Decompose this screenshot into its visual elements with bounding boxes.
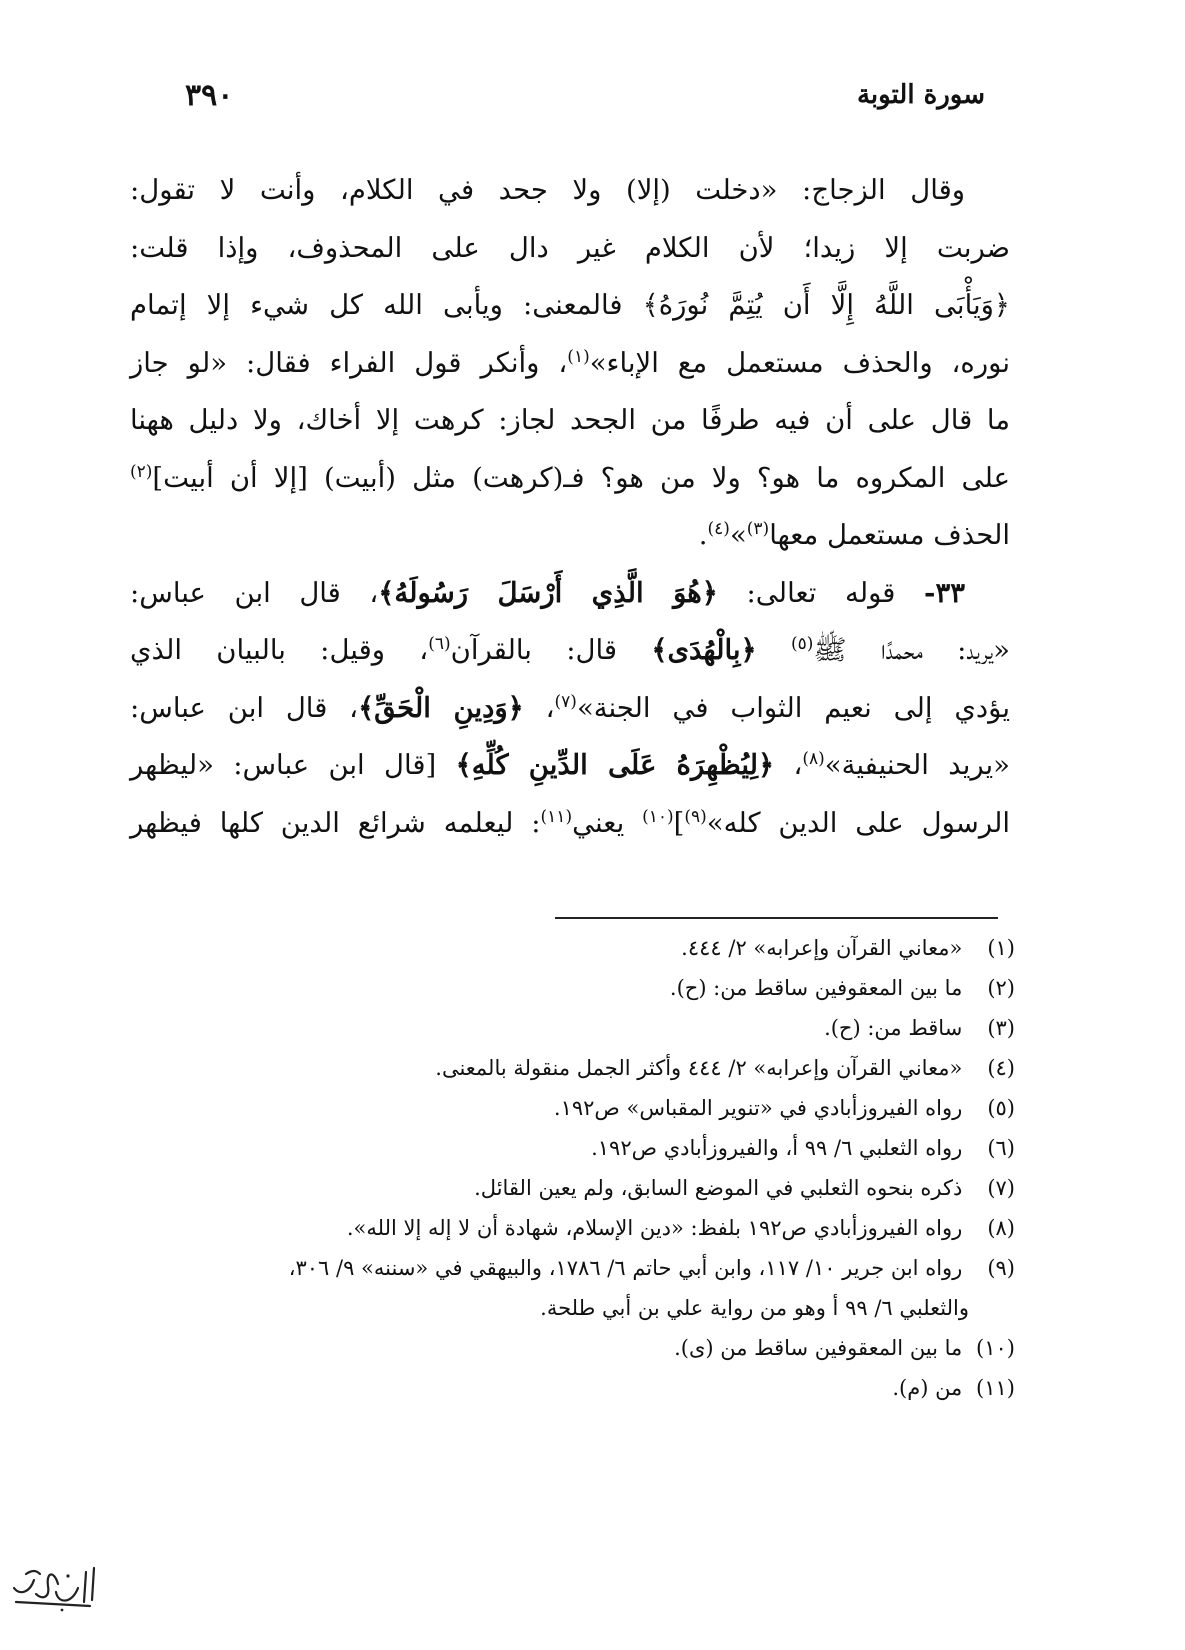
page-number: ٣٩٠ xyxy=(185,78,234,113)
footnote-item xyxy=(120,928,1015,968)
footnote-text: رواه الفيروزأبادي في «تنوير المقباس» ص١٩٢. xyxy=(553,1096,963,1120)
page-header xyxy=(185,78,985,118)
text-line: الرسول على الدين كله»$^{(٩)}$]$^{(١٠)}$ يعني$^{(١١)}$: ليعلمه شرائع الدين كلها فيظهر xyxy=(130,806,1011,839)
footnote-item xyxy=(120,1008,1015,1048)
text-line: ﴿وَيَأْبَى اللَّهُ إِلَّا أَن يُتِمَّ نُورَهُ﴾ فالمعنى: ويأبى الله كل شيء إلا إتمام xyxy=(130,289,1010,321)
watermark-logo xyxy=(6,1558,101,1618)
text-line: على المكروه ما هو؟ ولا من هو؟ فـ(كرهت) مثل (أبيت) [إلا أن أبيت]$^{(٢)}$ xyxy=(130,461,1010,494)
footnote-number: (٦) xyxy=(987,1136,1015,1160)
text-line: ضربت إلا زيدا؛ لأن الكلام غير دال على المحذوف، وإذا قلت: xyxy=(130,231,1010,264)
footnote-text: رواه الفيروزأبادي ص١٩٢ بلفظ: «دين الإسلام، شهادة أن لا إله إلا الله». xyxy=(346,1216,963,1240)
footnote-number: (٥) xyxy=(987,1096,1015,1120)
text-line: ما قال على أن فيه طرفًا من الجحد لجاز: كرهت إلا أخاك، ولا دليل ههنا xyxy=(130,404,1010,436)
footnote-item xyxy=(120,1248,1015,1328)
verse-number: ٣٣- xyxy=(924,576,965,609)
footnote-number: (٨) xyxy=(987,1216,1015,1240)
footnote-item xyxy=(120,1088,1015,1128)
footnote-text: ما بين المعقوفين ساقط من: (ح). xyxy=(669,976,963,1000)
text-line: «يريد: محمدًا ﷺ$^{(٥)}$ ﴿بِالْهُدَى﴾ قال: بالقرآن$^{(٦)}$، وقيل: بالبيان الذي xyxy=(130,633,1010,666)
footnote-number: (٩) xyxy=(987,1256,1015,1280)
footnote-number: (٢) xyxy=(987,976,1015,1000)
text-line: وقال الزجاج: «دخلت (إلا) ولا جحد في الكلام، وأنت لا تقول: xyxy=(130,174,965,206)
footnote-text: «معاني القرآن وإعرابه» ٢/ ٤٤٤. xyxy=(681,936,963,960)
footnote-number: (٧) xyxy=(987,1176,1015,1200)
footnote-item xyxy=(120,1328,1015,1368)
footnote-continuation: والثعلبي ٦/ ٩٩ أ وهو من رواية علي بن أبي طلحة. xyxy=(540,1296,969,1320)
footnote-divider xyxy=(555,917,998,919)
footnote-text: ساقط من: (ح). xyxy=(824,1016,963,1040)
footnote-number: (١) xyxy=(987,936,1015,960)
footnote-number: (١٠) xyxy=(976,1336,1015,1360)
footnote-item xyxy=(120,1168,1015,1208)
footnote-number: (٤) xyxy=(987,1056,1015,1080)
text-line: يؤدي إلى نعيم الثواب في الجنة»$^{(٧)}$، ﴿وَدِينِ الْحَقِّ﴾، قال ابن عباس: xyxy=(130,691,1010,724)
footnote-item xyxy=(120,1048,1015,1088)
footnote-number: (٣) xyxy=(987,1016,1015,1040)
footnote-text: رواه الثعلبي ٦/ ٩٩ أ، والفيروزأبادي ص١٩٢. xyxy=(591,1136,963,1160)
text-line: «يريد الحنيفية»$^{(٨)}$، ﴿لِيُظْهِرَهُ عَلَى الدِّينِ كُلِّهِ﴾ [قال ابن عباس: «ليظهر xyxy=(130,748,1010,781)
footnote-item xyxy=(120,1128,1015,1168)
footnote-item xyxy=(120,1208,1015,1248)
footnote-item xyxy=(120,968,1015,1008)
footnotes-list xyxy=(120,928,1015,1408)
footnote-number: (١١) xyxy=(976,1376,1015,1400)
footnote-text: ذكره بنحوه الثعلبي في الموضع السابق، ولم يعين القائل. xyxy=(474,1176,963,1200)
text-line: الحذف مستعمل معها$^{(٣)}$»$^{(٤)}$. xyxy=(698,518,1010,551)
main-text xyxy=(130,162,1010,852)
footnote-text: «معاني القرآن وإعرابه» ٢/ ٤٤٤ وأكثر الجمل منقولة بالمعنى. xyxy=(435,1056,963,1080)
footnote-text: ما بين المعقوفين ساقط من (ى). xyxy=(674,1336,963,1360)
verse-33-line: ٣٣- قوله تعالى: ﴿هُوَ الَّذِي أَرْسَلَ رَسُولَهُ﴾، قال ابن عباس: xyxy=(130,576,965,609)
footnote-item xyxy=(120,1368,1015,1408)
footnote-text: رواه ابن جرير ١٠/ ١١٧، وابن أبي حاتم ٦/ ١٧٨٦، والبيهقي في «سننه» ٩/ ٣٠٦، xyxy=(288,1256,963,1280)
footnote-text: من (م). xyxy=(892,1376,963,1400)
text-line: نوره، والحذف مستعمل مع الإباء»$^{(١)}$، وأنكر قول الفراء فقال: «لو جاز xyxy=(130,346,1010,379)
surah-title: سورة التوبة xyxy=(856,80,985,110)
